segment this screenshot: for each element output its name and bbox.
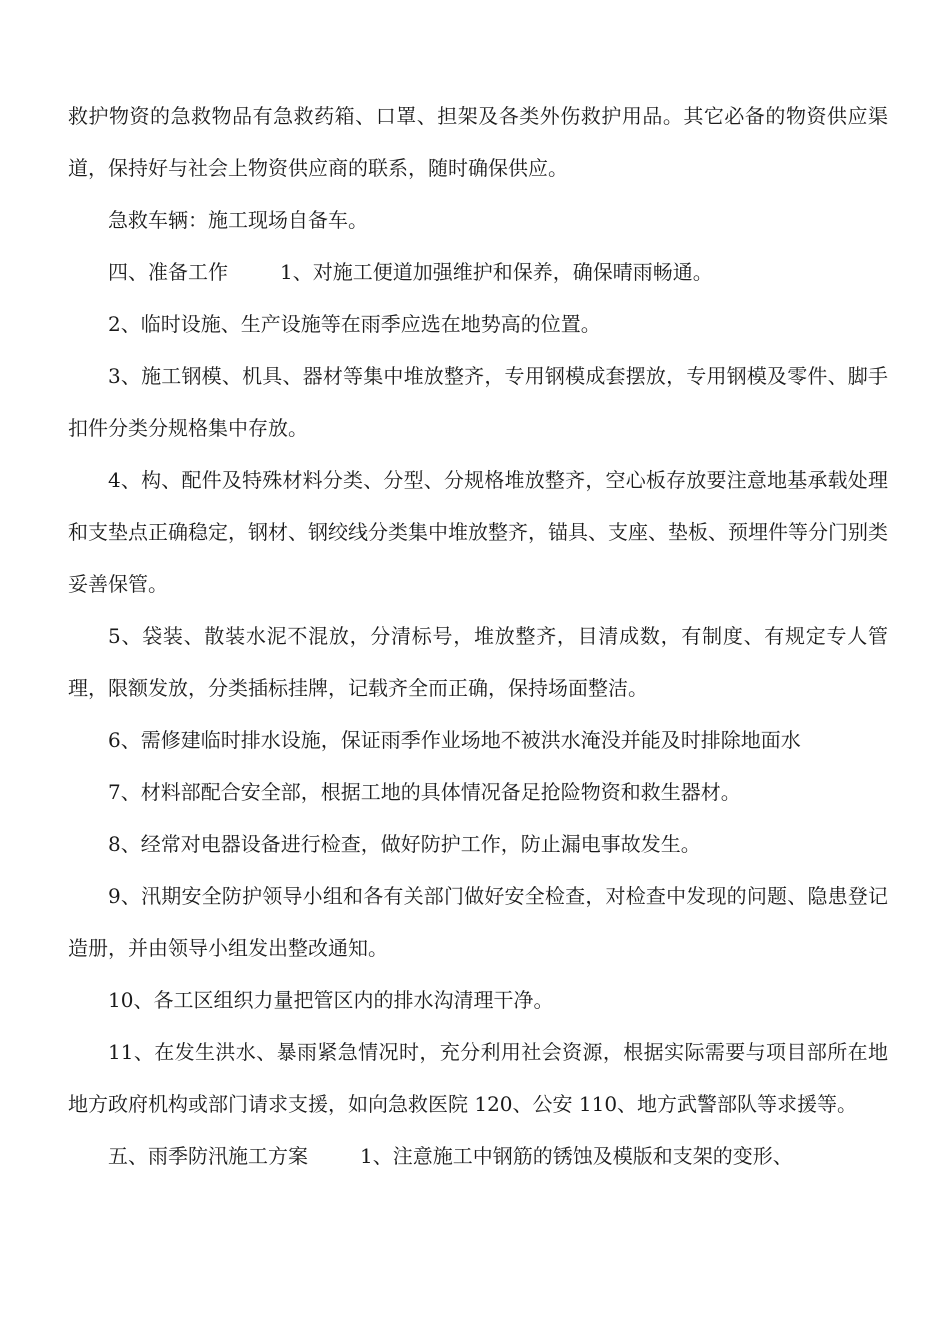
- document-body: [68, 90, 888, 1182]
- paragraph-rescue-supplies: 救护物资的急救物品有急救药箱、口罩、担架及各类外伤救护用品。其它必备的物资供应渠道，保持好与社会上物资供应商的联系，随时确保供应。: [68, 104, 888, 180]
- section-5-item-1: 1、注意施工中钢筋的锈蚀及模版和支架的变形、: [360, 1144, 793, 1168]
- list-item-5: 5、袋装、散装水泥不混放，分清标号，堆放整齐，目清成数，有制度、有规定专人管理，限额发放，分类插标挂牌，记载齐全而正确，保持场面整洁。: [68, 624, 888, 700]
- list-item-7: 7、材料部配合安全部，根据工地的具体情况备足抢险物资和救生器材。: [108, 780, 741, 804]
- list-item-10: 10、各工区组织力量把管区内的排水沟清理干净。: [108, 988, 554, 1012]
- list-item-2: 2、临时设施、生产设施等在雨季应选在地势高的位置。: [108, 312, 601, 336]
- section-4-line: [68, 246, 888, 298]
- list-item-6: 6、需修建临时排水设施，保证雨季作业场地不被洪水淹没并能及时排除地面水: [108, 728, 801, 752]
- section-4-item-1: 1、对施工便道加强维护和保养，确保晴雨畅通。: [280, 260, 713, 284]
- list-item-4: 4、构、配件及特殊材料分类、分型、分规格堆放整齐，空心板存放要注意地基承载处理和支垫点正确稳定，钢材、钢绞线分类集中堆放整齐，锚具、支座、垫板、预埋件等分门别类妥善保管。: [68, 468, 888, 596]
- paragraph-ambulance: 急救车辆：施工现场自备车。: [108, 208, 368, 232]
- list-item-8: 8、经常对电器设备进行检查，做好防护工作，防止漏电事故发生。: [108, 832, 701, 856]
- section-5-heading: 五、雨季防汛施工方案: [108, 1144, 308, 1168]
- section-5-line: [68, 1130, 888, 1182]
- list-item-11: 11、在发生洪水、暴雨紧急情况时，充分利用社会资源，根据实际需要与项目部所在地地方政府机构或部门请求支援，如向急救医院 120、公安 110、地方武警部队等求援等。: [68, 1040, 888, 1116]
- list-item-9: 9、汛期安全防护领导小组和各有关部门做好安全检查，对检查中发现的问题、隐患登记造册，并由领导小组发出整改通知。: [68, 884, 888, 960]
- section-4-heading: 四、准备工作: [108, 260, 228, 284]
- list-item-3: 3、施工钢模、机具、器材等集中堆放整齐，专用钢模成套摆放，专用钢模及零件、脚手扣件分类分规格集中存放。: [68, 364, 888, 440]
